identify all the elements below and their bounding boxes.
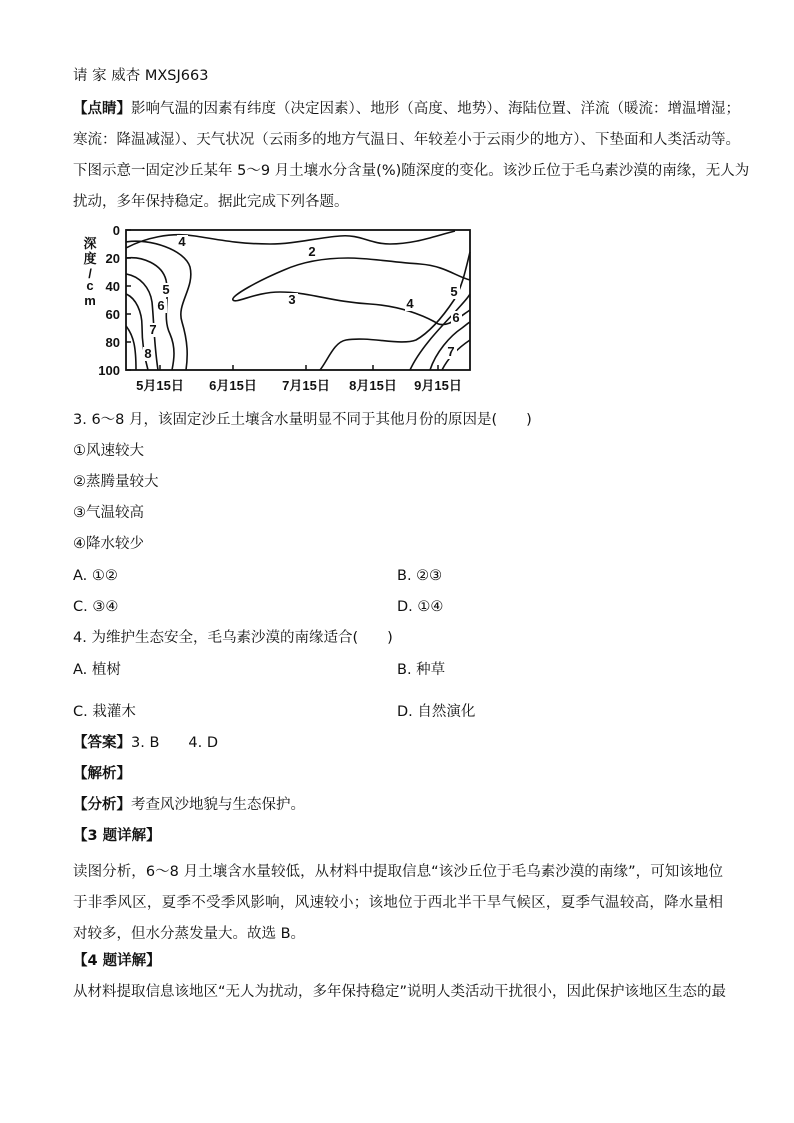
y-tick-label: 80 xyxy=(105,335,120,350)
contour-label: 7 xyxy=(149,322,157,337)
contour-3 xyxy=(233,258,470,325)
contour-5-right xyxy=(410,294,470,370)
q4-choice-b: B. 种草 xyxy=(397,662,446,678)
q4-choice-d: D. 自然演化 xyxy=(397,704,476,720)
intro-line1: 下图示意一固定沙丘某年 5～9 月土壤水分含量(%)随深度的变化。该沙丘位于毛乌素沙漠的南缘，无人为 xyxy=(73,163,750,179)
x-tick-label: 5月15日 xyxy=(136,378,184,393)
contour-label: 4 xyxy=(178,234,186,249)
q3-detail-tag: 【3 题详解】 xyxy=(73,828,161,844)
contour-label: 6 xyxy=(157,298,165,313)
jiexi-tag: 【解析】 xyxy=(73,766,131,782)
q3-detail-text: 读图分析，6～8 月土壤含水量较低，从材料中提取信息“该沙丘位于毛乌素沙漠的南缘”，可知该地位于非季风区，夏季不受季风影响，风速较小；该地位于西北半干旱气候区，夏季气温较高，降水量相对较多，但水分蒸发量大。故选 B。 xyxy=(73,864,723,942)
q3-choice-a: A. ①② xyxy=(73,568,118,584)
y-tick-label: 40 xyxy=(105,279,120,294)
soil-moisture-chart xyxy=(70,222,480,400)
y-tick-label: 100 xyxy=(98,363,120,378)
contour-label: 7 xyxy=(447,344,455,359)
dianjing-line2: 寒流：降温减湿）、天气状况（云雨多的地方气温日、年较差小于云雨少的地方）、下垫面和人类活动等。 xyxy=(73,132,740,148)
intro-line2: 扰动，多年保持稳定。据此完成下列各题。 xyxy=(73,194,349,210)
q3-opt3: ③气温较高 xyxy=(73,505,144,521)
answer-line xyxy=(73,733,218,753)
q3-choice-d: D. ①④ xyxy=(397,599,444,615)
header-watermark: 请 家 威杏 MXSJ663 xyxy=(73,68,209,84)
q3-opt4: ④降水较少 xyxy=(73,536,144,552)
contour-2 xyxy=(126,231,455,248)
fenxi-tag: 【分析】 xyxy=(73,797,131,813)
y-tick-label: 60 xyxy=(105,307,120,322)
x-tick-label: 7月15日 xyxy=(282,378,330,393)
q3-choice-c: C. ③④ xyxy=(73,599,119,615)
contour-label: 8 xyxy=(144,346,152,361)
x-tick-label: 6月15日 xyxy=(209,378,257,393)
y-tick-label: 0 xyxy=(112,223,120,238)
dianjing-text1: 影响气温的因素有纬度（决定因素）、地形（高度、地势）、海陆位置、洋流（暖流：增温增湿； xyxy=(131,101,740,117)
q3-stem: 3. 6～8 月，该固定沙丘土壤含水量明显不同于其他月份的原因是( ) xyxy=(73,412,532,428)
q4-detail-tag: 【4 题详解】 xyxy=(73,953,161,969)
y-axis-label xyxy=(83,236,96,308)
q3-opt2: ②蒸腾量较大 xyxy=(73,474,159,490)
answer-text: 3. B 4. D xyxy=(131,735,218,751)
q3-choice-b: B. ②③ xyxy=(397,568,443,584)
answer-tag: 【答案】 xyxy=(73,735,131,751)
contour-8-left xyxy=(126,326,136,370)
dianjing-line1 xyxy=(73,99,740,119)
contour-label: 4 xyxy=(406,296,414,311)
q4-stem: 4. 为维护生态安全，毛乌素沙漠的南缘适合( ) xyxy=(73,630,393,646)
contour-label: 5 xyxy=(450,284,458,299)
contour-label: 6 xyxy=(452,310,460,325)
q3-opt1: ①风速较大 xyxy=(73,443,144,459)
contour-label: 2 xyxy=(308,244,316,259)
q4-choice-c: C. 栽灌木 xyxy=(73,704,136,720)
fenxi-text: 考查风沙地貌与生态保护。 xyxy=(131,797,305,813)
x-tick-label: 8月15日 xyxy=(349,378,397,393)
contour-label: 5 xyxy=(162,282,170,297)
y-axis-label-text: 深度/ c m xyxy=(83,236,97,308)
q4-detail-text: 从材料提取信息该地区“无人为扰动，多年保持稳定”说明人类活动干扰很小，因此保护该地区生态的最 xyxy=(73,984,727,1000)
contour-label: 3 xyxy=(288,292,296,307)
y-tick-label: 20 xyxy=(105,251,120,266)
x-tick-label: 9月15日 xyxy=(414,378,462,393)
dianjing-tag: 【点睛】 xyxy=(73,101,131,117)
fenxi-line xyxy=(73,795,305,815)
q4-choice-a: A. 植树 xyxy=(73,662,121,678)
